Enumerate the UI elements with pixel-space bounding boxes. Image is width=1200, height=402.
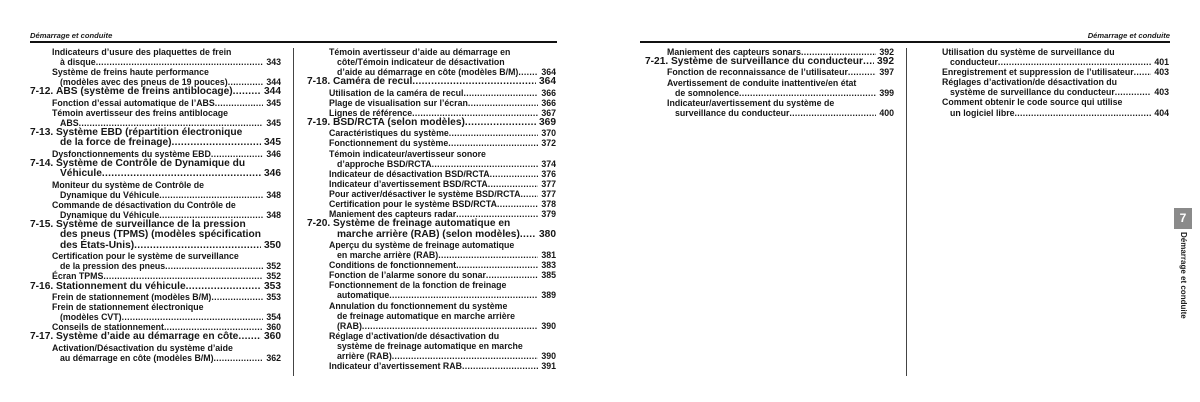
toc-line	[30, 108, 281, 118]
entry-title: automatique	[337, 290, 390, 301]
page-number: 346	[264, 168, 281, 180]
entry-title: Certification pour le système BSD/RCTA	[329, 199, 497, 209]
toc-line	[920, 97, 1169, 107]
entry-title: BSD/RCTA (selon modèles)	[333, 116, 465, 128]
toc-entry	[920, 97, 1169, 117]
entry-title: ABS	[60, 117, 79, 128]
dot-leader	[739, 88, 876, 98]
dot-leader	[228, 77, 264, 87]
entry-title: Dynamique du Véhicule	[60, 209, 160, 220]
page-number: 385	[541, 270, 556, 281]
toc-line	[307, 290, 556, 300]
page-number: 397	[879, 67, 894, 78]
entry-title: surveillance du conducteur	[675, 107, 790, 118]
toc-line	[30, 302, 281, 312]
toc-line	[30, 261, 281, 271]
toc-section-7-16	[30, 282, 281, 292]
toc-entry	[920, 67, 1169, 77]
page-number: 366	[541, 87, 556, 98]
toc-line	[307, 57, 556, 67]
toc-entry	[30, 108, 281, 128]
toc-line	[307, 240, 556, 250]
entry-title: Utilisation de la caméra de recul	[329, 87, 464, 98]
entry-title: Annulation du fonctionnement du système	[329, 300, 508, 311]
entry-title: Conseils de stationnement	[52, 322, 164, 333]
entry-title: côte/Témoin indicateur de désactivation	[337, 57, 505, 68]
page-number: 392	[877, 56, 894, 68]
toc-line	[920, 47, 1169, 57]
running-header-right: Démarrage et conduite	[1087, 31, 1170, 40]
toc-line	[30, 343, 281, 353]
toc-line	[645, 88, 894, 98]
page-number: 374	[541, 158, 556, 169]
toc-section-7-14	[30, 159, 281, 180]
toc-line	[920, 108, 1169, 118]
page-number: 401	[1154, 57, 1169, 68]
entry-title: (modèles avec des pneus de 19 pouces)	[60, 77, 228, 88]
section-number: 7-12.	[30, 86, 54, 98]
entry-title: Témoin avertisseur d’aide au démarrage en	[329, 47, 511, 57]
page-number: 383	[541, 260, 556, 271]
toc-line	[645, 108, 894, 118]
entry-title: Maniement des capteurs radar	[329, 209, 457, 220]
entry-title: Écran TPMS	[52, 271, 104, 282]
toc-line	[307, 77, 556, 87]
page-number: 390	[541, 320, 556, 331]
dot-leader	[432, 159, 539, 169]
running-header-left: Démarrage et conduite	[30, 31, 113, 40]
toc-entry	[307, 270, 556, 280]
toc-column-left-page-1	[30, 47, 281, 363]
toc-column-right-page-2	[920, 47, 1169, 118]
page-number: 346	[266, 148, 281, 159]
toc-line	[307, 341, 556, 351]
toc-entry	[307, 240, 556, 260]
entry-title: de la force de freinage)	[60, 137, 172, 149]
page-number: 344	[266, 77, 281, 88]
toc-entry	[307, 98, 556, 108]
toc-line	[307, 280, 556, 290]
column-divider-left-page	[293, 48, 294, 376]
toc-entry	[307, 331, 556, 361]
dot-leader	[122, 312, 264, 322]
entry-title: Indicateur d’avertissement RAB	[329, 361, 462, 372]
toc-line	[307, 250, 556, 260]
header-rule-right	[640, 41, 1170, 43]
dot-leader	[172, 138, 261, 148]
toc-entry	[307, 280, 556, 300]
page-number: 353	[264, 280, 281, 292]
toc-line	[920, 77, 1169, 87]
entry-title: Fonctionnement du système	[329, 138, 449, 149]
dot-leader	[238, 332, 261, 342]
dot-leader	[863, 57, 874, 67]
dot-leader	[520, 230, 536, 240]
page-number: 378	[541, 199, 556, 209]
page-number: 380	[539, 228, 556, 240]
entry-title: Fonction d’essai automatique de l’ABS	[52, 97, 215, 108]
section-number: 7-16.	[30, 280, 54, 292]
toc-line	[307, 361, 556, 371]
entry-title: d’approche BSD/RCTA	[337, 158, 432, 169]
page-number: 389	[541, 290, 556, 301]
toc-column-left-page-2	[307, 47, 556, 371]
section-number: 7-20.	[307, 218, 331, 230]
entry-title: Système de Contrôle de Dynamique du	[56, 157, 246, 169]
dot-leader	[102, 169, 261, 179]
chapter-thumb-tab: 7	[1174, 208, 1192, 229]
header-rule-left	[30, 41, 557, 43]
entry-title: Conditions de fonctionnement	[329, 260, 457, 271]
page-number: 345	[266, 97, 281, 108]
toc-line	[920, 67, 1169, 77]
toc-line	[30, 57, 281, 67]
entry-title: Frein de stationnement électronique	[52, 302, 204, 313]
toc-line	[307, 301, 556, 311]
toc-entry	[30, 67, 281, 87]
dot-leader	[211, 292, 263, 302]
entry-title: Témoin indicateur/avertisseur sonore	[329, 148, 486, 159]
entry-title: des États-Unis)	[60, 239, 135, 251]
column-divider-right-page	[906, 48, 907, 376]
entry-title: des pneus (TPMS) (modèles spécification	[60, 229, 261, 241]
entry-title: Utilisation du système de surveillance du	[942, 47, 1115, 57]
toc-line	[30, 353, 281, 363]
toc-line	[30, 332, 281, 342]
section-number: 7-19.	[307, 116, 331, 128]
dot-leader	[486, 270, 538, 280]
toc-line	[920, 57, 1169, 67]
entry-title: Plage de visualisation sur l’écran	[329, 97, 468, 108]
toc-line	[30, 180, 281, 190]
toc-line	[307, 159, 556, 169]
toc-line	[307, 331, 556, 341]
entry-title: de la pression des pneus	[60, 261, 166, 272]
page-number: 399	[879, 87, 894, 98]
toc-column-right-page-1	[645, 47, 894, 118]
dot-leader	[392, 351, 539, 361]
entry-title: Système de surveillance du conducteur	[671, 56, 863, 68]
entry-title: Maniement des capteurs sonars	[667, 47, 801, 57]
dot-leader	[165, 261, 263, 271]
entry-title: d’aide au démarrage en côte (modèles B/M)	[337, 67, 519, 78]
dot-leader	[214, 353, 264, 363]
toc-line	[307, 179, 556, 189]
toc-line	[30, 98, 281, 108]
dot-leader	[488, 179, 539, 189]
page-number: 381	[541, 250, 556, 261]
section-number: 7-21.	[645, 56, 669, 68]
section-number: 7-13.	[30, 127, 54, 139]
toc-line	[307, 149, 556, 159]
dot-leader	[456, 260, 538, 270]
toc-line	[307, 118, 556, 128]
dot-leader	[449, 128, 539, 138]
page-number: 348	[266, 209, 281, 220]
page-number: 379	[541, 209, 556, 220]
toc-entry	[307, 128, 556, 138]
entry-title: Aperçu du système de freinage automatique	[329, 239, 515, 250]
toc-line	[307, 351, 556, 361]
toc-entry	[920, 47, 1169, 67]
page-number: 376	[541, 168, 556, 179]
toc-line	[307, 230, 556, 240]
dot-leader	[463, 88, 538, 98]
chapter-side-title: Démarrage et conduite	[1179, 232, 1188, 319]
section-number: 7-15.	[30, 219, 54, 231]
entry-title: ABS (système de freins antiblocage)	[56, 86, 233, 98]
entry-title: Caractéristiques du système	[329, 128, 449, 139]
toc-line	[307, 169, 556, 179]
entry-title: Indicateurs d’usure des plaquettes de frein	[52, 47, 232, 57]
toc-line	[30, 282, 281, 292]
toc-section-7-20	[307, 219, 556, 240]
toc-line	[30, 138, 281, 148]
entry-title: Dynamique du Véhicule	[60, 189, 160, 200]
dot-leader	[497, 199, 538, 209]
toc-line	[307, 88, 556, 98]
dot-leader	[215, 98, 264, 108]
toc-entry	[307, 301, 556, 331]
page-number: 391	[541, 361, 556, 372]
toc-entry	[307, 361, 556, 371]
page-number: 392	[879, 47, 894, 57]
dot-leader	[233, 87, 261, 97]
dot-leader	[389, 290, 538, 300]
toc-section-7-21	[645, 57, 894, 67]
toc-line	[30, 241, 281, 251]
dot-leader	[412, 77, 536, 87]
entry-title: Frein de stationnement (modèles B/M)	[52, 291, 212, 302]
dot-leader	[96, 57, 264, 67]
page-number: 364	[541, 67, 556, 78]
toc-line	[30, 312, 281, 322]
toc-line	[307, 128, 556, 138]
toc-line	[30, 190, 281, 200]
toc-entry	[307, 189, 556, 199]
page-number: 367	[541, 107, 556, 118]
entry-title: Dysfonctionnements du système EBD	[52, 148, 211, 159]
dot-leader	[438, 250, 538, 260]
section-number: 7-17.	[30, 331, 54, 343]
entry-title: Indicateur d’avertissement BSD/RCTA	[329, 178, 488, 189]
entry-title: Commande de désactivation du Contrôle de	[52, 199, 236, 210]
dot-leader	[134, 241, 261, 251]
entry-title: (modèles CVT)	[60, 312, 122, 323]
page-number: 364	[539, 76, 556, 88]
toc-line	[30, 67, 281, 77]
entry-title: Système de freinage automatique en	[333, 218, 511, 230]
entry-title: Système de surveillance de la pression	[56, 219, 246, 231]
toc-entry	[645, 78, 894, 98]
toc-entry	[30, 302, 281, 322]
page-number: 390	[541, 351, 556, 361]
dot-leader	[186, 282, 261, 292]
entry-title: Lignes de référence	[329, 107, 413, 118]
dot-leader	[1134, 67, 1152, 77]
dot-leader	[159, 190, 263, 200]
toc-entry	[645, 67, 894, 77]
toc-line	[307, 189, 556, 199]
page-number: 352	[266, 271, 281, 282]
page-number: 360	[266, 322, 281, 333]
entry-title: Enregistrement et suppression de l’utilisateur	[942, 67, 1134, 78]
toc-entry	[30, 343, 281, 363]
page-number: 352	[266, 261, 281, 272]
entry-title: en marche arrière (RAB)	[337, 250, 439, 261]
dot-leader	[521, 189, 539, 199]
entry-title: au démarrage en côte (modèles B/M)	[60, 352, 214, 363]
dot-leader	[465, 118, 536, 128]
entry-title: arrière (RAB)	[337, 351, 392, 361]
toc-line	[645, 98, 894, 108]
entry-title: de freinage automatique en marche arrière	[337, 310, 515, 321]
toc-section-7-12	[30, 87, 281, 97]
page-number: 345	[264, 137, 281, 149]
entry-title: Pour activer/désactiver le système BSD/RCTA	[329, 188, 521, 199]
toc-entry	[307, 199, 556, 209]
page-number: 370	[541, 128, 556, 139]
entry-title: un logiciel libre	[950, 107, 1015, 118]
toc-line	[307, 138, 556, 148]
dot-leader	[468, 98, 538, 108]
toc-line	[307, 98, 556, 108]
toc-entry	[307, 138, 556, 148]
entry-title: système de surveillance du conducteur	[950, 87, 1115, 98]
dot-leader	[448, 138, 538, 148]
entry-title: marche arrière (RAB) (selon modèles)	[337, 228, 520, 240]
entry-title: Avertissement de conduite inattentive/en état	[667, 77, 857, 88]
toc-entry	[307, 149, 556, 169]
entry-title: Véhicule	[60, 168, 102, 180]
toc-section-7-18	[307, 77, 556, 87]
toc-entry	[30, 200, 281, 220]
entry-title: Fonction de reconnaissance de l’utilisateur	[667, 67, 848, 78]
page-number: 366	[541, 97, 556, 108]
page-number: 360	[264, 331, 281, 343]
toc-line	[645, 78, 894, 88]
entry-title: Indicateur/avertissement du système de	[667, 97, 835, 108]
page-number: 353	[266, 291, 281, 302]
page-number: 343	[266, 57, 281, 68]
toc-line	[307, 270, 556, 280]
dot-leader	[1015, 108, 1152, 118]
toc-line	[920, 87, 1169, 97]
toc-entry	[30, 292, 281, 302]
toc-line	[645, 57, 894, 67]
entry-title: Système EBD (répartition électronique	[56, 127, 243, 139]
entry-title: Témoin avertisseur des freins antiblocage	[52, 107, 228, 118]
page-number: 345	[266, 117, 281, 128]
page-number: 403	[1154, 87, 1169, 98]
toc-line	[307, 321, 556, 331]
entry-title: Fonction de l’alarme sonore du sonar	[329, 270, 486, 281]
toc-line	[307, 47, 556, 57]
page-number: 377	[541, 188, 556, 199]
toc-line	[30, 251, 281, 261]
toc-entry	[307, 47, 556, 77]
toc-entry	[307, 169, 556, 179]
dot-leader	[998, 57, 1151, 67]
toc-section-7-19	[307, 118, 556, 128]
page-number: 348	[266, 189, 281, 200]
entry-title: Fonctionnement de la fonction de freinage	[329, 280, 507, 291]
toc-line	[30, 87, 281, 97]
page-number: 344	[264, 86, 281, 98]
toc-entry	[30, 251, 281, 271]
entry-title: Activation/Désactivation du système d’aide	[52, 342, 233, 353]
entry-title: (RAB)	[337, 320, 362, 331]
entry-title: système de freinage automatique en marche	[337, 340, 523, 351]
toc-entry	[30, 180, 281, 200]
entry-title: Système d’aide au démarrage en côte	[56, 331, 239, 343]
page-number: 354	[266, 312, 281, 323]
dot-leader	[462, 361, 538, 371]
entry-title: Système de freins haute performance	[52, 67, 209, 78]
entry-title: Indicateur de désactivation BSD/RCTA	[329, 168, 490, 179]
toc-section-7-13	[30, 128, 281, 149]
toc-entry	[307, 88, 556, 98]
toc-entry	[307, 260, 556, 270]
section-number: 7-18.	[307, 76, 331, 88]
page-number: 369	[539, 116, 556, 128]
entry-title: Caméra de recul	[333, 76, 413, 88]
page-number: 377	[541, 178, 556, 189]
page-number: 350	[264, 239, 281, 251]
entry-title: Stationnement du véhicule	[56, 280, 186, 292]
toc-line	[30, 200, 281, 210]
entry-title: Réglage d’activation/de désactivation du	[329, 330, 500, 341]
toc-section-7-17	[30, 332, 281, 342]
toc-line	[30, 292, 281, 302]
toc-section-7-15	[30, 220, 281, 251]
toc-entry	[30, 98, 281, 108]
section-number: 7-14.	[30, 157, 54, 169]
entry-title: de somnolence	[675, 87, 740, 98]
page-number: 362	[266, 352, 281, 363]
toc-line	[307, 311, 556, 321]
dot-leader	[362, 321, 538, 331]
toc-entry	[30, 47, 281, 67]
toc-entry	[920, 77, 1169, 97]
entry-title: Certification pour le système de surveillance	[52, 251, 239, 262]
entry-title: à disque	[60, 57, 96, 68]
toc-entry	[307, 179, 556, 189]
toc-line	[30, 47, 281, 57]
entry-title: conducteur	[950, 57, 998, 68]
toc-entry	[645, 98, 894, 118]
dot-leader	[1115, 87, 1152, 97]
dot-leader	[518, 67, 538, 77]
entry-title: Moniteur du système de Contrôle de	[52, 179, 205, 190]
page-number: 404	[1154, 107, 1169, 118]
entry-title: Réglages d’activation/de désactivation du	[942, 77, 1118, 88]
dot-leader	[490, 169, 539, 179]
toc-line	[307, 260, 556, 270]
dot-leader	[848, 67, 876, 77]
toc-line	[307, 199, 556, 209]
page-number: 400	[879, 107, 894, 118]
page-number: 403	[1154, 67, 1169, 78]
toc-line	[30, 169, 281, 179]
dot-leader	[789, 108, 876, 118]
toc-line	[645, 67, 894, 77]
page-number: 372	[541, 138, 556, 149]
entry-title: Comment obtenir le code source qui utilise	[942, 97, 1123, 108]
